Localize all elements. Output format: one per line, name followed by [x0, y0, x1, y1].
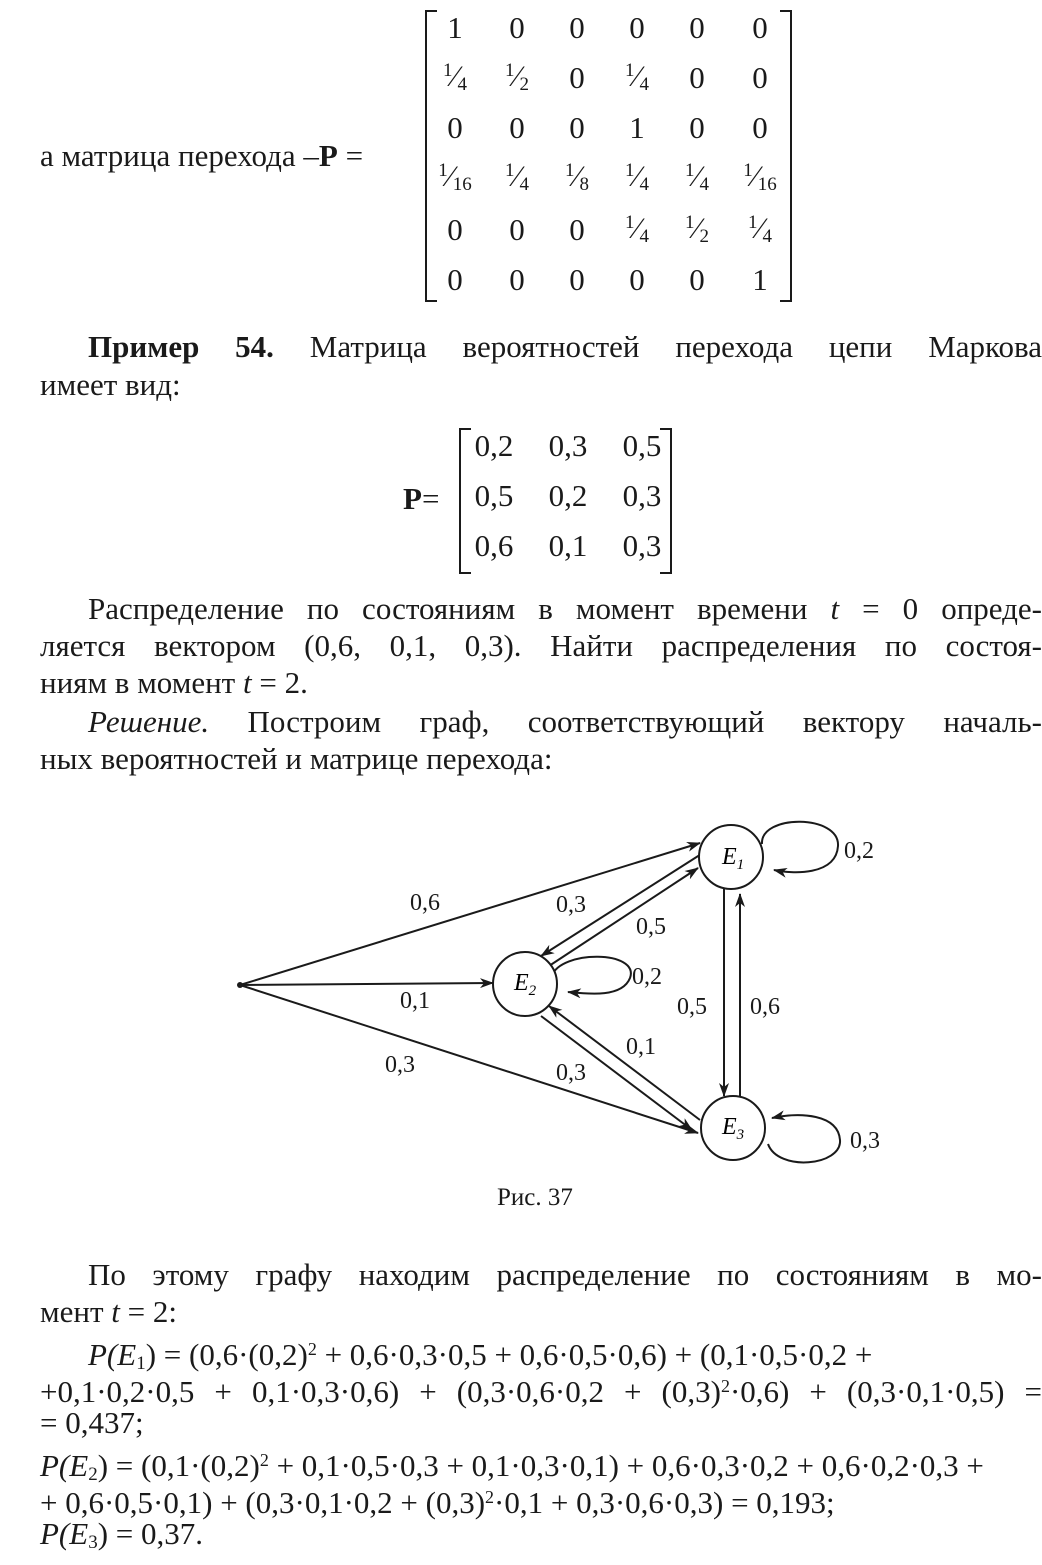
matrix1-cell: 0 [629, 10, 645, 45]
matrix1-cell: 0 [569, 262, 585, 297]
matrix2-cell: 0,2 [474, 428, 514, 463]
matrix1-cell [667, 160, 727, 196]
matrix1-cell [730, 160, 790, 196]
label-e3-e2: 0,3 [556, 1060, 586, 1086]
pe1-l2-a: +0,1·0,2·0,5 + 0,1·0,3·0,6) + (0,3·0,6·0,2 + (0,3) [40, 1374, 721, 1409]
fraction-slash: ⁄ [694, 212, 700, 245]
matrix1-cell: 0 [509, 262, 525, 297]
formula-pe1-line3: = 0,437; [40, 1405, 144, 1440]
label-e2-loop: 0,2 [632, 964, 662, 990]
example-line2: имеет вид: [40, 367, 181, 402]
label-e2-e3: 0,1 [626, 1034, 656, 1060]
matrix2-cell: 0,6 [474, 528, 514, 563]
matrix1-cell: 0 [569, 110, 585, 145]
matrix1-cell: 0 [509, 10, 525, 45]
fraction-numerator: 1 [624, 60, 635, 81]
p1-l3-t: t [242, 665, 252, 700]
matrix1-cell: 0 [689, 110, 705, 145]
matrix2-cell: 0,3 [622, 478, 662, 513]
fraction-numerator: 1 [504, 60, 515, 81]
matrix2-cell: 0,5 [622, 428, 662, 463]
matrix1-cell: 0 [752, 110, 768, 145]
fraction-numerator: 1 [743, 160, 753, 181]
fraction-numerator: 1 [442, 60, 453, 81]
example-title: Пример 54. [88, 329, 274, 364]
matrix1-cell: 1 [629, 110, 645, 145]
fraction-numerator: 1 [684, 160, 695, 181]
pe2-l2-b: ·0,1 + 0,3·0,6·0,3) = 0,193; [494, 1485, 835, 1520]
matrix1-cell [425, 60, 485, 96]
solution-line2: ных вероятностей и матрице перехода: [40, 741, 553, 776]
figure-caption: Рис. 37 [497, 1184, 573, 1211]
matrix1-cell: 0 [569, 10, 585, 45]
matrix1-symbol: P [318, 138, 338, 173]
label-start-e2: 0,1 [400, 988, 430, 1014]
fraction-slash: ⁄ [752, 160, 758, 193]
p1-var-t: t [830, 591, 840, 626]
fraction-slash: ⁄ [447, 160, 453, 193]
pe2-l1-sup: 2 [259, 1450, 269, 1470]
node-e3-label: $E_3$ [722, 1114, 745, 1143]
fraction-slash: ⁄ [757, 212, 763, 245]
matrix1-cell: 0 [689, 262, 705, 297]
fraction-slash: ⁄ [634, 160, 640, 193]
matrix1-cell: 0 [569, 60, 585, 95]
fraction-denominator: 16 [452, 174, 472, 195]
label-start-e1: 0,6 [410, 890, 440, 916]
matrix1-cell: 0 [689, 60, 705, 95]
matrix1-cell: 0 [447, 110, 463, 145]
fraction-numerator: 1 [504, 160, 515, 181]
solution-line1-text: Построим граф, соответствующий вектору началь- [209, 704, 1042, 739]
matrix1-cell [425, 160, 485, 196]
pe1-l1-b: + 0,6·0,3·0,5 + 0,6·0,5·0,6) + (0,1·0,5·0,2 + [316, 1337, 873, 1372]
fraction-slash: ⁄ [634, 212, 640, 245]
markov-graph [0, 800, 1042, 1220]
label-e2-e1: 0,5 [636, 914, 666, 940]
fraction-denominator: 4 [457, 74, 467, 95]
matrix2-cell: 0,3 [548, 428, 588, 463]
fraction-denominator: 8 [579, 174, 589, 195]
fraction-slash: ⁄ [514, 160, 520, 193]
pe1-l2-b: ·0,6) + (0,3·0,1·0,5) = [729, 1374, 1042, 1409]
fraction-slash: ⁄ [694, 160, 700, 193]
fraction-slash: ⁄ [574, 160, 580, 193]
fraction-denominator: 4 [639, 74, 649, 95]
label-e1-e3: 0,5 [677, 994, 707, 1020]
fraction-denominator: 2 [519, 74, 529, 95]
node-e1-label: $E_1$ [722, 844, 745, 873]
p2-l2-a: мент [40, 1294, 112, 1329]
label-e1-e2: 0,3 [556, 892, 586, 918]
p2-l2-t: t [111, 1294, 120, 1329]
matrix1-cell: 0 [447, 212, 463, 247]
pe1-l2-sup: 2 [720, 1376, 730, 1396]
node-e2-label: $E_2$ [514, 970, 537, 999]
formula-pe3-line1 [40, 1515, 203, 1562]
fraction-denominator: 4 [639, 226, 649, 247]
matrix1-cell: 0 [752, 60, 768, 95]
pe1-l1-a: ) = (0,6·(0,2) [145, 1337, 308, 1372]
p2-l2-b: = 2: [119, 1294, 177, 1329]
label-start-e3: 0,3 [385, 1052, 415, 1078]
matrix1-cell: 1 [447, 10, 463, 45]
paragraph2-line1: По этому графу находим распределение по состояниям в мо- [88, 1257, 1042, 1292]
matrix2-cell: 0,1 [548, 528, 588, 563]
fraction-denominator: 4 [639, 174, 649, 195]
solution-word: Решение. [88, 704, 210, 739]
pe2-l1-a: ) = (0,1·(0,2) [97, 1448, 260, 1483]
paragraph1-line1 [88, 590, 1042, 628]
matrix1-cell: 0 [509, 110, 525, 145]
p1-text-b: = 0 опреде- [839, 591, 1042, 626]
matrix1-cell: 0 [629, 262, 645, 297]
matrix2-label [403, 480, 439, 518]
fraction-denominator: 4 [699, 174, 709, 195]
fraction-numerator: 1 [624, 212, 635, 233]
matrix1-cell [667, 212, 727, 248]
matrix1-label-text: а матрица перехода – [40, 138, 319, 173]
fraction-numerator: 1 [564, 160, 575, 181]
fraction-numerator: 1 [747, 212, 758, 233]
pe2-l2-sup: 2 [485, 1487, 495, 1507]
edge-e2-loop [552, 957, 631, 994]
fraction-numerator: 1 [438, 160, 448, 181]
paragraph1-line2: ляется вектором (0,6, 0,1, 0,3). Найти распределения по состоя- [40, 628, 1042, 663]
label-e3-loop: 0,3 [850, 1128, 880, 1154]
edge-e1-loop [762, 822, 838, 873]
pe1-l1-sup: 2 [307, 1339, 317, 1359]
matrix1-cell [487, 160, 547, 196]
matrix1-cell: 0 [689, 10, 705, 45]
matrix2-equals: = [421, 481, 440, 516]
fraction-denominator: 4 [519, 174, 529, 195]
label-e1-loop: 0,2 [844, 838, 874, 864]
paragraph1-line3 [40, 664, 308, 702]
matrix1-cell [487, 60, 547, 96]
pe2-name: P(E [40, 1448, 89, 1483]
matrix1-left-bracket [425, 10, 437, 302]
matrix1-cell [547, 160, 607, 196]
matrix1-equals: = [345, 138, 364, 173]
pe2-sub: 2 [88, 1464, 98, 1485]
example-line1 [88, 328, 1042, 366]
pe1-name: P(E [88, 1337, 137, 1372]
matrix1-right-bracket [780, 10, 792, 302]
matrix1-cell: 0 [447, 262, 463, 297]
solution-line1 [88, 703, 1042, 741]
edge-e3-loop [768, 1115, 840, 1162]
edge-start-e1 [240, 843, 700, 985]
p1-text-a: Распределение по состояниям в момент времени [88, 591, 831, 626]
fraction-denominator: 2 [699, 226, 709, 247]
fraction-slash: ⁄ [514, 60, 520, 93]
formula-pe1-line2 [40, 1367, 1042, 1411]
fraction-numerator: 1 [684, 212, 695, 233]
matrix1-cell: 0 [569, 212, 585, 247]
matrix2-cell: 0,3 [622, 528, 662, 563]
matrix2-cell: 0,5 [474, 478, 514, 513]
matrix1-cell [607, 160, 667, 196]
matrix2-symbol: P [403, 481, 422, 516]
matrix1-cell: 0 [509, 212, 525, 247]
fraction-denominator: 16 [757, 174, 777, 195]
pe2-l2-a: + 0,6·0,5·0,1) + (0,3·0,1·0,2 + (0,3) [40, 1485, 486, 1520]
matrix1-cell: 0 [752, 10, 768, 45]
edge-start-e2 [240, 983, 493, 985]
fraction-numerator: 1 [624, 160, 635, 181]
start-point [237, 982, 243, 988]
fraction-slash: ⁄ [452, 60, 458, 93]
label-e3-e1: 0,6 [750, 994, 780, 1020]
matrix1-cell [607, 212, 667, 248]
pe2-l1-b: + 0,1·0,5·0,3 + 0,1·0,3·0,1) + 0,6·0,3·0,2 + 0,6·0,2·0,3 + [268, 1448, 984, 1483]
matrix1-cell [607, 60, 667, 96]
fraction-slash: ⁄ [634, 60, 640, 93]
pe3-name: P(E [40, 1516, 89, 1551]
matrix2-cell: 0,2 [548, 478, 588, 513]
pe1-sub: 1 [136, 1353, 146, 1374]
fraction-denominator: 4 [762, 226, 772, 247]
pe3-sub: 3 [88, 1532, 98, 1553]
matrix1-cell [730, 212, 790, 248]
p1-l3-b: = 2. [251, 665, 308, 700]
pe3-l1: ) = 0,37. [97, 1516, 204, 1551]
paragraph2-line2 [40, 1293, 177, 1331]
matrix1-cell: 1 [752, 262, 768, 297]
matrix1-label [40, 137, 363, 175]
p1-l3-a: ниям в момент [40, 665, 243, 700]
example-line1-text: Матрица вероятностей перехода цепи Маркова [309, 329, 1042, 364]
